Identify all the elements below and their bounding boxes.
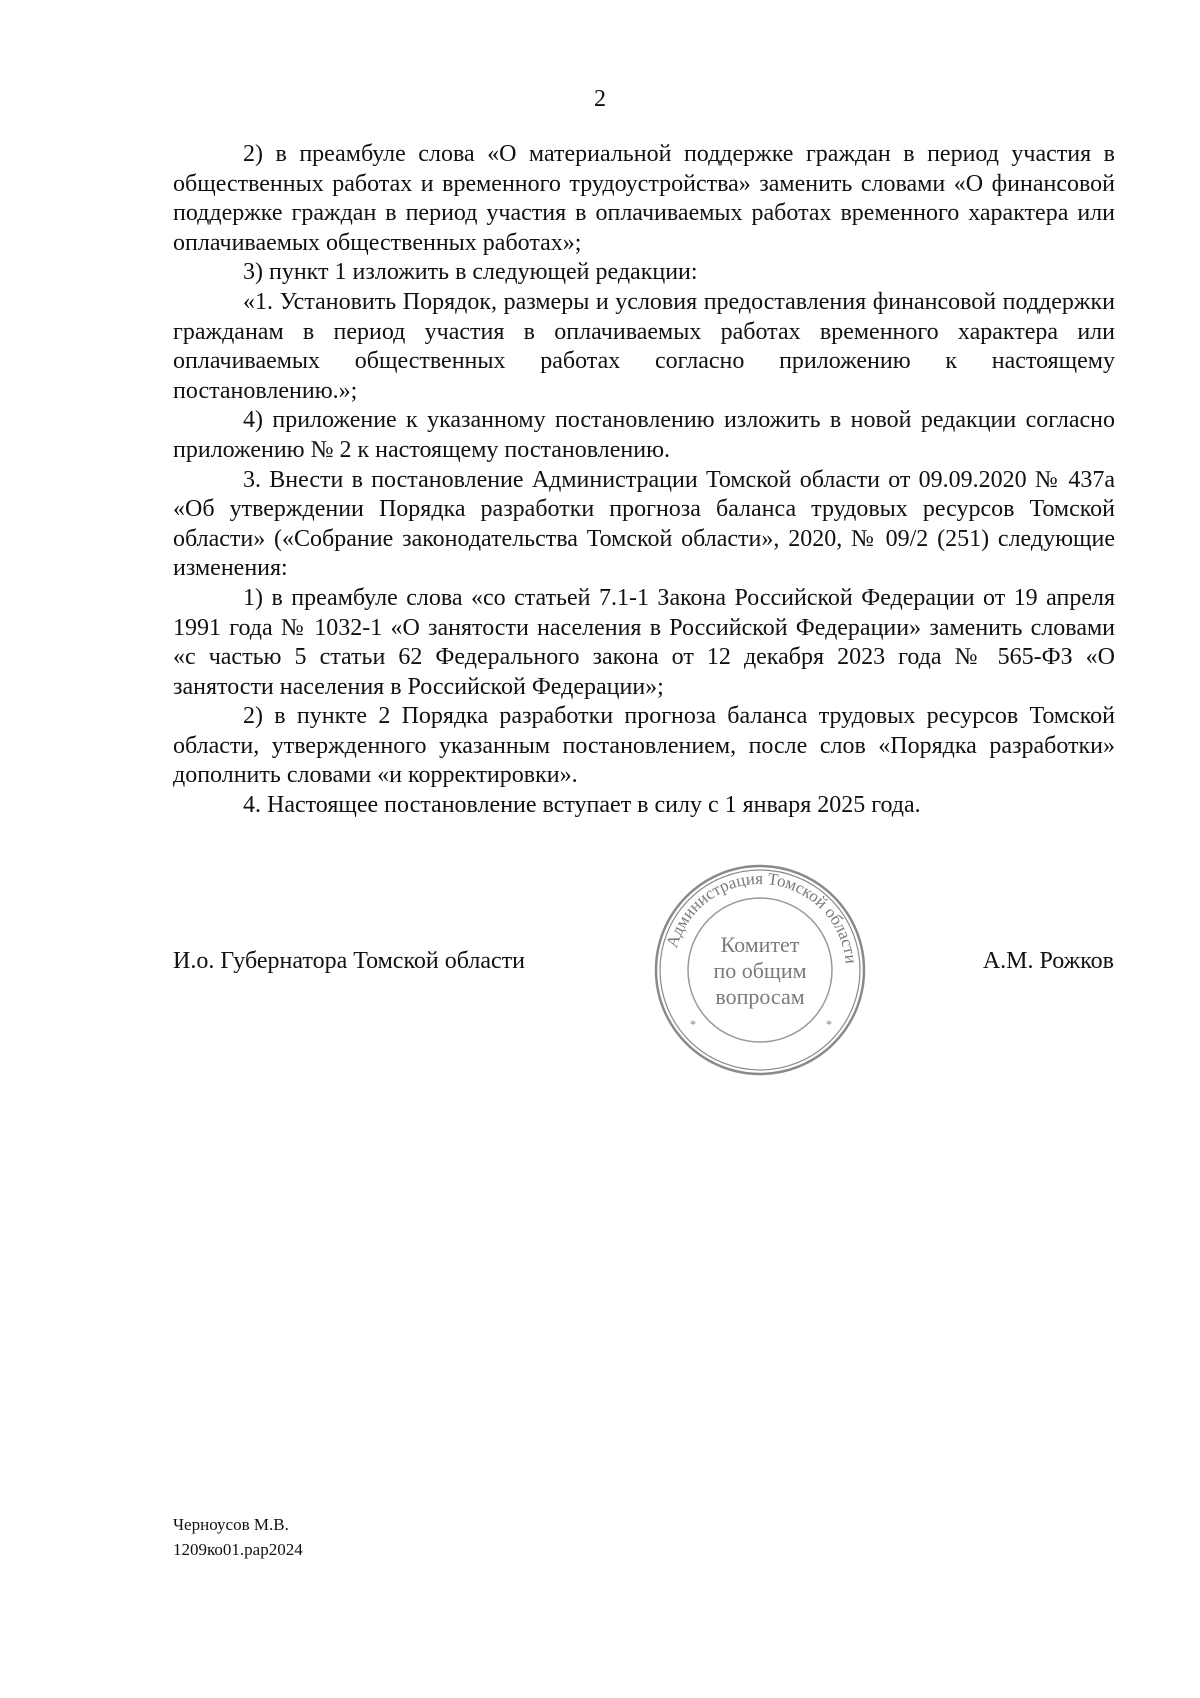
stamp-star-icon: * bbox=[690, 1017, 696, 1031]
author-name: Черноусов М.В. bbox=[173, 1515, 289, 1534]
paragraph: 3. Внести в постановление Администрации Томской области от 09.09.2020 № 437а «Об утверждении Порядка разработки прогноза баланса трудовых ресурсов Томской области» («Собрание законодательства Томской области», 2020, № 09/2 (251) следующие изменения: bbox=[173, 466, 1115, 582]
stamp-graphic bbox=[650, 860, 870, 1080]
file-reference: 1209ко01.рар2024 bbox=[173, 1540, 303, 1559]
document-footer bbox=[173, 1512, 303, 1562]
paragraph: 2) в пункте 2 Порядка разработки прогноза баланса трудовых ресурсов Томской области, утвержденного указанным постановлением, после слов «Порядка разработки» дополнить словами «и корректировки». bbox=[173, 703, 1115, 789]
stamp-line-1: Комитет bbox=[720, 932, 800, 957]
signatory-name: А.М. Рожков bbox=[982, 948, 1114, 974]
stamp-star-icon: * bbox=[826, 1017, 832, 1031]
paragraph: 4) приложение к указанному постановлению изложить в новой редакции согласно приложению № 2 к настоящему постановлению. bbox=[173, 407, 1115, 463]
paragraph: 3) пункт 1 изложить в следующей редакции: bbox=[243, 259, 698, 286]
signatory-title: И.о. Губернатора Томской области bbox=[173, 948, 525, 974]
stamp-line-2: по общим bbox=[713, 958, 807, 983]
paragraph: 4. Настоящее постановление вступает в силу с 1 января 2025 года. bbox=[243, 792, 921, 819]
official-stamp bbox=[650, 860, 870, 1080]
paragraph: «1. Установить Порядок, размеры и условия предоставления финансовой поддержки гражданам в период участия в оплачиваемых работах временного характера или оплачиваемых общественных работах согласно приложению к настоящему постановлению.»; bbox=[173, 288, 1115, 404]
paragraph: 1) в преамбуле слова «со статьей 7.1-1 Закона Российской Федерации от 19 апреля 1991 года № 1032-1 «О занятости населения в Российской Федерации» заменить словами «с частью 5 статьи 62 Федерального закона от 12 декабря 2023 года № 565-ФЗ «О занятости населения в Российской Федерации»; bbox=[173, 584, 1115, 700]
stamp-ring-textpath: Администрация Томской области bbox=[662, 868, 861, 965]
paragraph: 2) в преамбуле слова «О материальной поддержке граждан в период участия в общественных работах и временного трудоустройства» заменить словами «О финансовой поддержке граждан в период участия в оплачиваемых работах временного характера или оплачиваемых общественных работах»; bbox=[173, 141, 1115, 256]
document-body bbox=[173, 140, 1115, 821]
stamp-line-3: вопросам bbox=[715, 984, 805, 1009]
page-number: 2 bbox=[594, 86, 606, 112]
